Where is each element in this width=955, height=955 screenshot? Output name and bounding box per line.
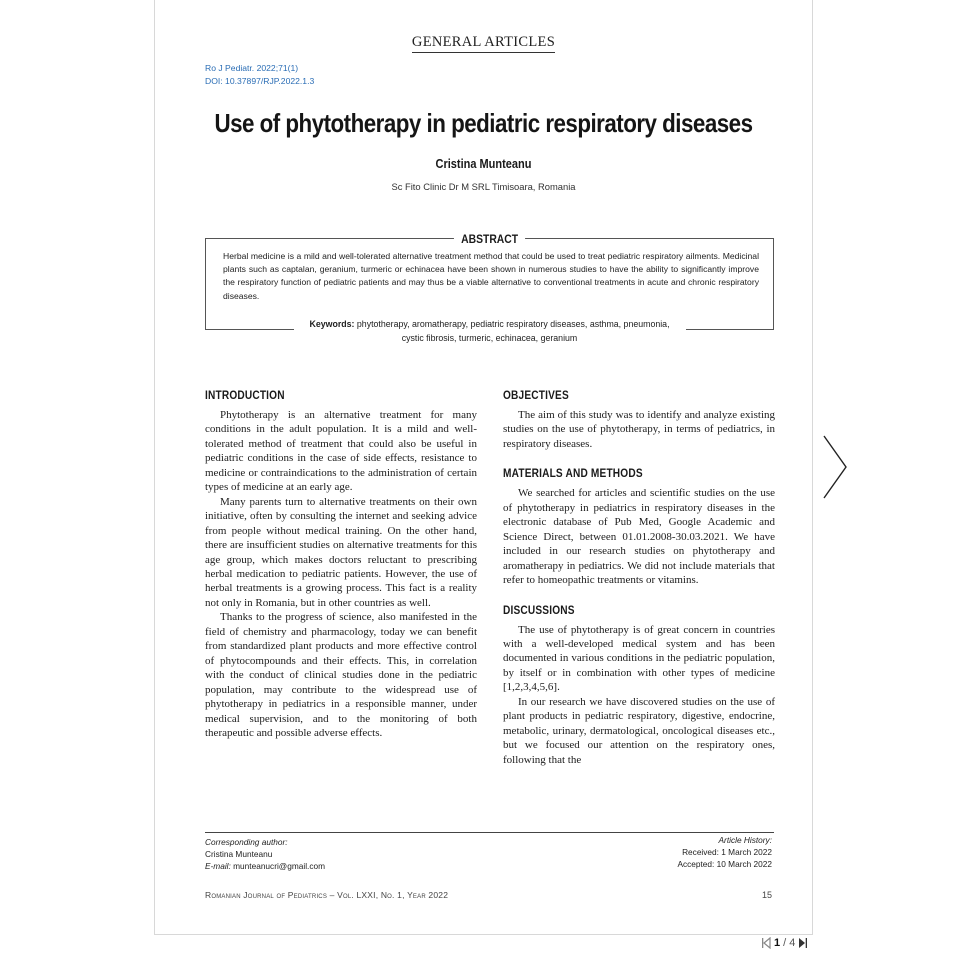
author-affiliation: Sc Fito Clinic Dr M SRL Timisoara, Romania [391, 181, 576, 192]
document-page [154, 0, 813, 935]
corr-label: Corresponding author: [205, 837, 288, 847]
accepted-date: Accepted: 10 March 2022 [677, 859, 772, 869]
footer-divider [205, 832, 774, 833]
total-pages: 4 [789, 937, 796, 949]
discussions-paragraph-2: In our research we have discovered studies on the use of plant products in pediatric respiratory, digestive, endocrine, metabolic, urinary, dermatological, oncological diseases etc., but we focused our attention on the respiratory ones, following that the [503, 695, 775, 766]
objectives-heading: OBJECTIVES [503, 390, 569, 402]
last-page-icon[interactable] [798, 937, 808, 949]
abstract-box [205, 234, 774, 330]
section-tag: GENERAL ARTICLES [155, 34, 812, 51]
page-navigator [761, 935, 808, 951]
email-address[interactable]: munteanucri@gmail.com [233, 861, 326, 871]
discussions-paragraph-1: The use of phytotherapy is of great concern in countries with a well-developed medical system and has been documented in various conditions in the pediatric population, by itself or in combination with other types of medicine [1,2,3,4,5,6]. [503, 623, 775, 694]
history-label: Article History: [718, 835, 772, 845]
corr-name: Cristina Munteanu [205, 849, 273, 859]
page-separator: / [783, 937, 787, 949]
keywords [205, 318, 774, 345]
author-name: Cristina Munteanu [435, 157, 532, 171]
keywords-label: Keywords: [309, 319, 355, 329]
article-history [677, 834, 772, 870]
methods-paragraph: We searched for articles and scientific studies on the use of phytotherapy in pediatrics in respiratory diseases in the electronic database of Pub Med, Google Academic and Science Direct, between 01.01.2008-30.03.2021. We have included in our research studies on phytotherapy and aromatherapy in pediatrics. We did not include materials that refer to homeopathic treatments or vitamins. [503, 487, 775, 587]
discussions-heading: DISCUSSIONS [503, 604, 575, 617]
right-column [503, 388, 775, 767]
methods-heading: MATERIALS AND METHODS [503, 468, 643, 481]
citation [205, 62, 314, 87]
page-number: 15 [761, 890, 772, 900]
intro-paragraph-1: Phytotherapy is an alternative treatment for many conditions in the adult population. It is a mild and well-tolerated method of treatment that could also be useful in pediatric conditions in the case of side effects, resistance to medicine or contraindications to the administration of certain types of medicine at an early age. [205, 409, 477, 494]
email-label: E-mail: [205, 861, 231, 871]
article-title: Use of phytotherapy in pediatric respiratory diseases [214, 108, 753, 138]
next-page-chevron-right-icon[interactable] [822, 434, 848, 500]
corresponding-author [205, 836, 325, 872]
intro-paragraph-2: Many parents turn to alternative treatments on their own initiative, often by consulting the internet and seeking advice from people without medical training. On the other hand, there are insufficient studies on alternative treatments for this age group, which makes doctors reluctant to prescribing herbal medication to pediatric patients. However, the use of herbal treatments is a growing process. This fact is a reality not only in Romania, but in other countries as well. [205, 495, 477, 609]
doi-link[interactable]: DOI: 10.37897/RJP.2022.1.3 [205, 75, 315, 86]
left-column [205, 388, 477, 740]
abstract-heading: ABSTRACT [454, 234, 525, 246]
journal-reference: Ro J Pediatr. 2022;71(1) [205, 63, 299, 73]
journal-line: Romanian Journal of Pediatrics – Vol. LXXI, No. 1, Year 2022 [205, 890, 449, 900]
objectives-paragraph: The aim of this study was to identify and analyze existing studies on the use of phytotherapy, in terms of pediatrics, in respiratory diseases. [503, 409, 775, 450]
current-page: 1 [774, 937, 781, 949]
keywords-list: phytotherapy, aromatherapy, pediatric respiratory diseases, asthma, pneumonia, cystic fibrosis, turmeric, echinacea, geranium [356, 319, 670, 343]
abstract-text: Herbal medicine is a mild and well-tolerated alternative treatment method that could be used to treat pediatric respiratory ailments. Medicinal plants such as captalan, geranium, turmeric or echinacea have been shown in numerous studies to have the ability to significantly improve the respiratory function of pediatric patients and may thus be a viable alternative to conventional treatments in acute and chronic respiratory diseases. [223, 251, 759, 301]
first-page-icon[interactable] [761, 937, 771, 949]
intro-paragraph-3: Thanks to the progress of science, also manifested in the field of chemistry and pharmacology, today we can benefit from standardized plant products and more effective control of phytocompounds and their effects. This, in correlation with the conduct of clinical studies done in the pediatric population, may contribute to the widespread use of phytotherapy in pediatrics in a responsible manner, under medical supervision, and to the monitoring of both therapeutic and possible adverse effects. [205, 611, 477, 739]
received-date: Received: 1 March 2022 [682, 847, 772, 857]
introduction-heading: INTRODUCTION [205, 390, 285, 402]
